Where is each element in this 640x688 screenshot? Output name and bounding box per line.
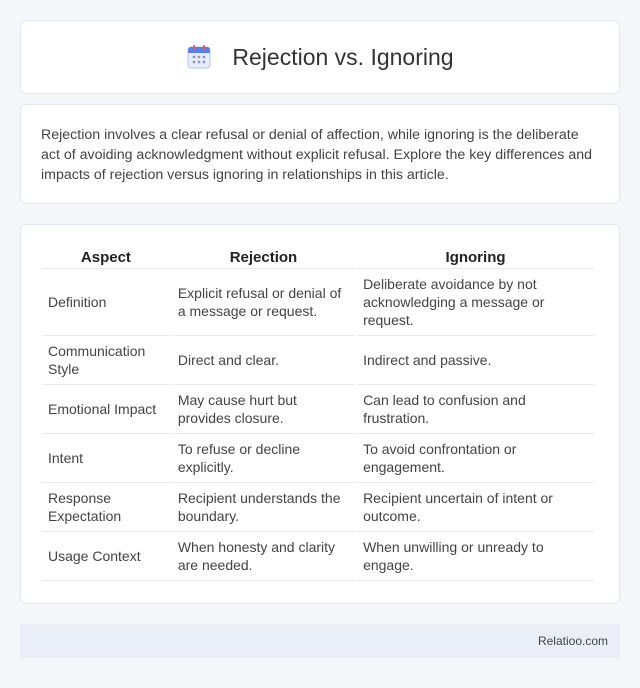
ignoring-cell: Indirect and passive. (357, 336, 594, 385)
intro-card (20, 104, 620, 204)
rejection-cell: May cause hurt but provides closure. (172, 385, 355, 434)
aspect-cell: Definition (42, 269, 170, 336)
rejection-cell: When honesty and clarity are needed. (172, 532, 355, 581)
comparison-table (40, 243, 596, 581)
rejection-cell: To refuse or decline explicitly. (172, 434, 355, 483)
aspect-cell: Usage Context (42, 532, 170, 581)
header-rejection: Rejection (172, 243, 355, 269)
rejection-cell: Recipient understands the boundary. (172, 483, 355, 532)
aspect-cell: Emotional Impact (42, 385, 170, 434)
aspect-cell: Response Expectation (42, 483, 170, 532)
rejection-cell: Explicit refusal or denial of a message or request. (172, 269, 355, 336)
header-aspect: Aspect (42, 243, 170, 269)
aspect-cell: Intent (42, 434, 170, 483)
header-ignoring: Ignoring (357, 243, 594, 269)
footer-brand-link[interactable]: Relatioo.com (537, 634, 608, 648)
aspect-cell: Communication Style (42, 336, 170, 385)
ignoring-cell: To avoid confrontation or engagement. (357, 434, 594, 483)
title-card (20, 20, 620, 94)
rejection-cell: Direct and clear. (172, 336, 355, 385)
comparison-table-card (20, 224, 620, 604)
ignoring-cell: Deliberate avoidance by not acknowledging a message or request. (357, 269, 594, 336)
calendar-icon (186, 44, 212, 70)
table-row (42, 269, 594, 336)
table-row (42, 336, 594, 385)
ignoring-cell: When unwilling or unready to engage. (357, 532, 594, 581)
ignoring-cell: Recipient uncertain of intent or outcome. (357, 483, 594, 532)
page-title: Rejection vs. Ignoring (232, 43, 454, 70)
table-row (42, 434, 594, 483)
footer (20, 624, 620, 658)
table-row (42, 532, 594, 581)
intro-text: Rejection involves a clear refusal or denial of affection, while ignoring is the deliberate act of avoiding acknowledgment without explicit refusal. Explore the key differences and impacts of rejection versus ignoring in relationships in this article. (41, 127, 592, 183)
table-row (42, 483, 594, 532)
table-row (42, 385, 594, 434)
table-header-row (42, 243, 594, 269)
ignoring-cell: Can lead to confusion and frustration. (357, 385, 594, 434)
